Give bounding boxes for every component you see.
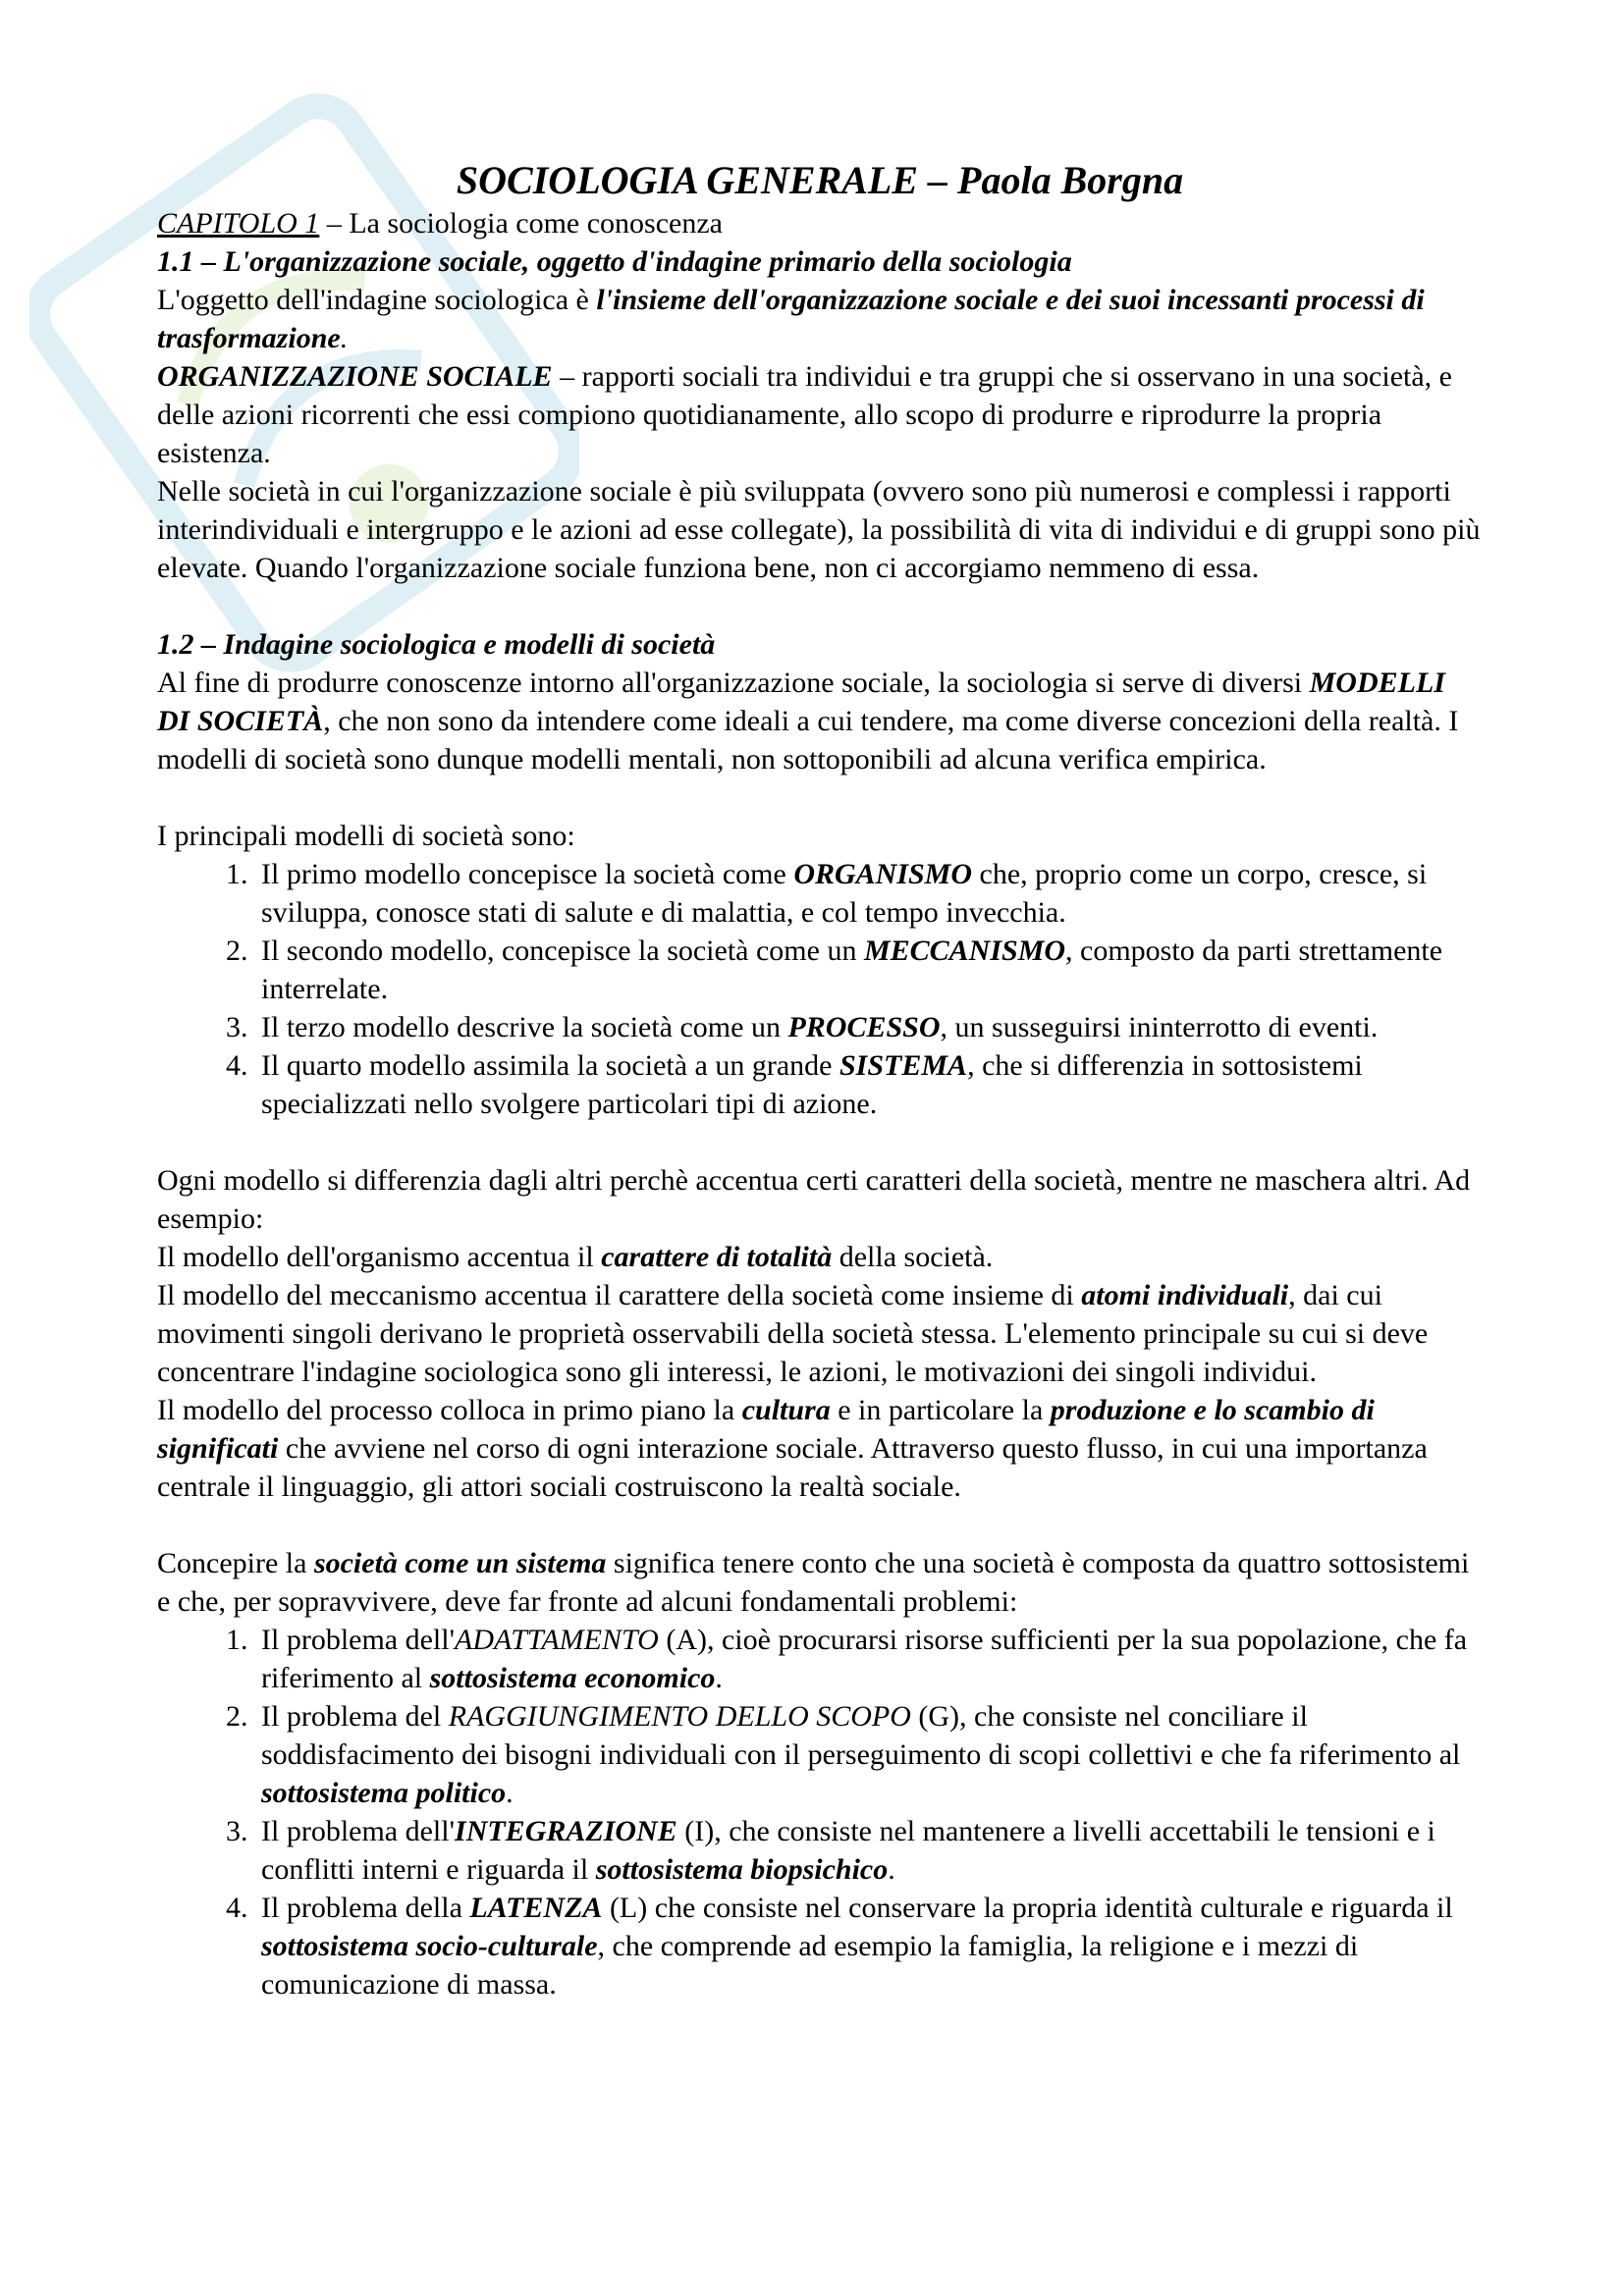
paragraph: Ogni modello si differenzia dagli altri perchè accentua certi caratteri della società, mentre ne maschera altri. Ad esempio: (157, 1164, 1471, 1235)
paragraph: L'oggetto dell'indagine sociologica è l'insieme dell'organizzazione sociale e dei suoi incessanti processi di trasformazione. (157, 284, 1425, 354)
chapter-heading (157, 204, 1483, 242)
list-intro: I principali modelli di società sono: (157, 820, 575, 852)
list-item: 1. Il problema dell'ADATTAMENTO (A), cioè procurarsi risorse sufficienti per la sua popolazione, che fa riferimento al sottosistema economico. (255, 1621, 1483, 1697)
paragraph: Concepire la società come un sistema significa tenere conto che una società è composta da quattro sottosistemi e che, per sopravvivere, deve far fronte ad alcuni fondamentali problemi: (157, 1547, 1470, 1618)
chapter-title: – La sociologia come conoscenza (319, 207, 723, 240)
list-item: 4. Il quarto modello assimila la società a un grande SISTEMA, che si differenzia in sottosistemi specializzati nello svolgere particolari tipi di azione. (255, 1046, 1483, 1123)
problems-list (157, 1621, 1483, 2003)
paragraph: Il modello del meccanismo accentua il carattere della società come insieme di atomi individuali, dai cui movimenti singoli derivano le proprietà osservabili della società stessa. L'elemento principale su cui si deve concentrare l'indagine sociologica sono gli interessi, le azioni, le motivazioni dei singoli individui. (157, 1279, 1429, 1388)
list-item: 3. Il terzo modello descrive la società come un PROCESSO, un susseguirsi ininterrotto di eventi. (255, 1008, 1483, 1046)
list-item: 2. Il problema del RAGGIUNGIMENTO DELLO SCOPO (G), che consiste nel conciliare il soddisfacimento dei bisogni individuali con il perseguimento di scopi collettivi e che fa riferimento al sottosistema politico. (255, 1697, 1483, 1812)
paragraph: Il modello dell'organismo accentua il carattere di totalità della società. (157, 1241, 994, 1273)
paragraph: ORGANIZZAZIONE SOCIALE – rapporti sociali tra individui e tra gruppi che si osservano in una società, e delle azioni ricorrenti che essi compiono quotidianamente, allo scopo di produrre e riprodurre la propria esistenza. (157, 360, 1452, 469)
models-list (157, 855, 1483, 1123)
chapter-label: CAPITOLO 1 (157, 207, 320, 240)
section-heading-1-2: 1.2 – Indagine sociologica e modelli di società (157, 628, 716, 661)
paragraph: Al fine di produrre conoscenze intorno all'organizzazione sociale, la sociologia si serve di diversi MODELLI DI SOCIETÀ, che non sono da intendere come ideali a cui tendere, ma come diverse concezioni della realtà. I modelli di società sono dunque modelli mentali, non sottoponibili ad alcuna verifica empirica. (157, 667, 1459, 775)
paragraph: Nelle società in cui l'organizzazione sociale è più sviluppata (ovvero sono più numerosi e complessi i rapporti interindividuali e intergruppo e le azioni ad esse collegate), la possibilità di vita di individui e di gruppi sono più elevate. Quando l'organizzazione sociale funziona bene, non ci accorgiamo nemmeno di essa. (157, 475, 1481, 584)
section-heading-1-1: 1.1 – L'organizzazione sociale, oggetto d'indagine primario della sociologia (157, 245, 1072, 278)
document-title: SOCIOLOGIA GENERALE – Paola Borgna (456, 158, 1184, 202)
list-item: 4. Il problema della LATENZA (L) che consiste nel conservare la propria identità culturale e riguarda il sottosistema socio-culturale, che comprende ad esempio la famiglia, la religione e i mezzi di comunicazione di massa. (255, 1889, 1483, 2003)
term-organizzazione-sociale: ORGANIZZAZIONE SOCIALE (157, 360, 553, 393)
paragraph: Il modello del processo colloca in primo piano la cultura e in particolare la produzione e lo scambio di significati che avviene nel corso di ogni interazione sociale. Attraverso questo flusso, in cui una importanza centrale il linguaggio, gli attori sociali costruiscono la realtà sociale. (157, 1394, 1428, 1503)
list-item: 1. Il primo modello concepisce la società come ORGANISMO che, proprio come un corpo, cresce, si sviluppa, conosce stati di salute e di malattia, e col tempo invecchia. (255, 855, 1483, 932)
list-item: 3. Il problema dell'INTEGRAZIONE (I), che consiste nel mantenere a livelli accettabili le tensioni e i conflitti interni e riguarda il sottosistema biopsichico. (255, 1812, 1483, 1889)
document-page (157, 157, 1483, 2003)
list-item: 2. Il secondo modello, concepisce la società come un MECCANISMO, composto da parti strettamente interrelate. (255, 932, 1483, 1008)
